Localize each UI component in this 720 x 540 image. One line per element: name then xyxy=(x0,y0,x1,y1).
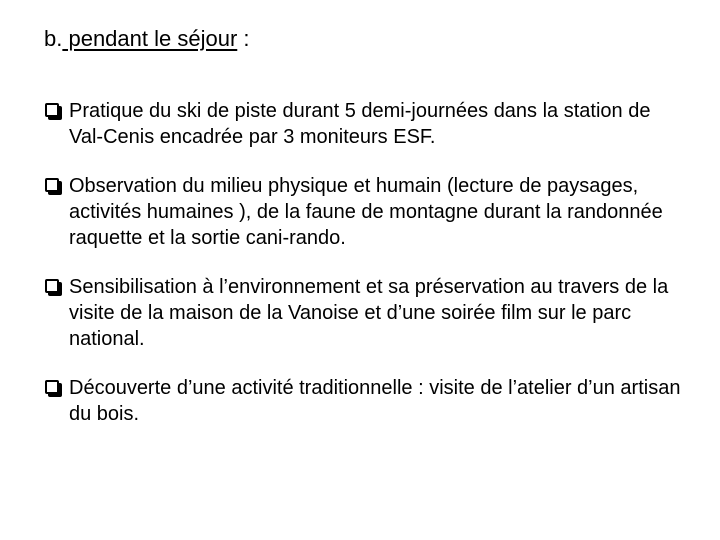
bullet-text: Découverte d’une activité traditionnelle : visite de l’atelier d’un artisan du bois. xyxy=(69,377,681,425)
checkbox-square-icon xyxy=(45,178,59,192)
heading-suffix: : xyxy=(237,26,250,51)
checkbox-square-icon xyxy=(45,103,59,117)
heading-underlined-text: pendant le séjour xyxy=(62,26,238,51)
bullet-list xyxy=(44,98,684,450)
section-heading xyxy=(44,24,250,54)
bullet-text: Observation du milieu physique et humain (lecture de paysages, activités humaines ), de la faune de montagne durant la randonnée raquette et la sortie cani-rando. xyxy=(69,175,663,249)
bullet-item xyxy=(44,375,684,427)
checkbox-square-icon xyxy=(45,380,59,394)
heading-prefix: b. xyxy=(44,26,63,51)
bullet-text: Pratique du ski de piste durant 5 demi-journées dans la station de Val-Cenis encadrée par 3 moniteurs ESF. xyxy=(69,100,651,148)
bullet-item xyxy=(44,173,684,251)
bullet-item xyxy=(44,274,684,352)
bullet-item xyxy=(44,98,684,150)
bullet-text: Sensibilisation à l’environnement et sa préservation au travers de la visite de la maison de la Vanoise et d’une soirée film sur le parc national. xyxy=(69,276,669,350)
checkbox-square-icon xyxy=(45,279,59,293)
